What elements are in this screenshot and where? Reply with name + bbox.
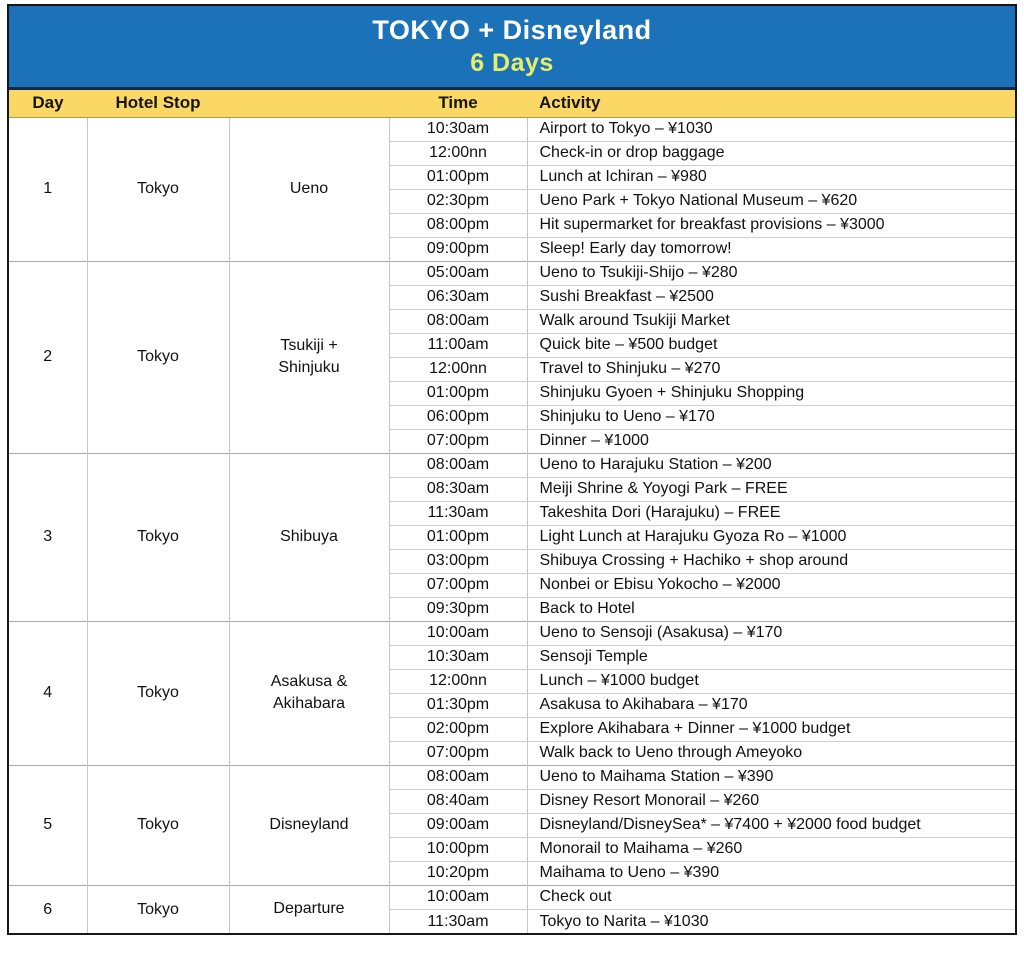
activity-cell: Back to Hotel [527, 597, 1015, 621]
time-cell: 09:00pm [389, 237, 527, 261]
time-cell: 08:00am [389, 309, 527, 333]
time-cell: 02:30pm [389, 189, 527, 213]
time-cell: 10:30am [389, 117, 527, 141]
hotel-stop-cell: Tokyo [87, 261, 229, 453]
activity-cell: Sensoji Temple [527, 645, 1015, 669]
time-cell: 01:00pm [389, 381, 527, 405]
activity-cell: Airport to Tokyo – ¥1030 [527, 117, 1015, 141]
day-cell: 6 [9, 885, 87, 933]
activity-cell: Sleep! Early day tomorrow! [527, 237, 1015, 261]
activity-cell: Meiji Shrine & Yoyogi Park – FREE [527, 477, 1015, 501]
title-banner [9, 6, 1015, 90]
time-cell: 12:00nn [389, 669, 527, 693]
time-cell: 09:00am [389, 813, 527, 837]
time-cell: 08:30am [389, 477, 527, 501]
activity-cell: Shinjuku to Ueno – ¥170 [527, 405, 1015, 429]
activity-cell: Monorail to Maihama – ¥260 [527, 837, 1015, 861]
column-header-day: Day [9, 90, 87, 117]
time-cell: 10:20pm [389, 861, 527, 885]
itinerary-row [9, 885, 1015, 909]
activity-cell: Sushi Breakfast – ¥2500 [527, 285, 1015, 309]
activity-cell: Takeshita Dori (Harajuku) – FREE [527, 501, 1015, 525]
activity-cell: Ueno to Harajuku Station – ¥200 [527, 453, 1015, 477]
time-cell: 10:00am [389, 885, 527, 909]
hotel-stop-cell: Tokyo [87, 117, 229, 261]
time-cell: 08:00am [389, 765, 527, 789]
time-cell: 10:30am [389, 645, 527, 669]
time-cell: 01:00pm [389, 525, 527, 549]
area-cell: Asakusa & Akihabara [229, 621, 389, 765]
activity-cell: Walk back to Ueno through Ameyoko [527, 741, 1015, 765]
activity-cell: Lunch – ¥1000 budget [527, 669, 1015, 693]
time-cell: 08:00pm [389, 213, 527, 237]
time-cell: 10:00am [389, 621, 527, 645]
day-cell: 1 [9, 117, 87, 261]
activity-cell: Explore Akihabara + Dinner – ¥1000 budget [527, 717, 1015, 741]
activity-cell: Maihama to Ueno – ¥390 [527, 861, 1015, 885]
activity-cell: Nonbei or Ebisu Yokocho – ¥2000 [527, 573, 1015, 597]
activity-cell: Ueno to Maihama Station – ¥390 [527, 765, 1015, 789]
time-cell: 06:30am [389, 285, 527, 309]
activity-cell: Light Lunch at Harajuku Gyoza Ro – ¥1000 [527, 525, 1015, 549]
column-header-hotel-stop: Hotel Stop [87, 90, 229, 117]
activity-cell: Quick bite – ¥500 budget [527, 333, 1015, 357]
time-cell: 01:30pm [389, 693, 527, 717]
page-title: TOKYO + Disneyland [372, 15, 652, 45]
time-cell: 11:30am [389, 909, 527, 933]
time-cell: 05:00am [389, 261, 527, 285]
day-cell: 4 [9, 621, 87, 765]
activity-cell: Shibuya Crossing + Hachiko + shop around [527, 549, 1015, 573]
activity-cell: Ueno to Sensoji (Asakusa) – ¥170 [527, 621, 1015, 645]
itinerary-row [9, 621, 1015, 645]
area-cell: Departure [229, 885, 389, 933]
activity-cell: Walk around Tsukiji Market [527, 309, 1015, 333]
itinerary-row [9, 261, 1015, 285]
activity-cell: Ueno to Tsukiji-Shijo – ¥280 [527, 261, 1015, 285]
itinerary-row [9, 117, 1015, 141]
day-cell: 2 [9, 261, 87, 453]
activity-cell: Dinner – ¥1000 [527, 429, 1015, 453]
area-cell: Tsukiji + Shinjuku [229, 261, 389, 453]
activity-cell: Hit supermarket for breakfast provisions – ¥3000 [527, 213, 1015, 237]
time-cell: 03:00pm [389, 549, 527, 573]
area-cell: Shibuya [229, 453, 389, 621]
column-header-activity: Activity [527, 90, 1015, 117]
time-cell: 07:00pm [389, 741, 527, 765]
activity-cell: Check-in or drop baggage [527, 141, 1015, 165]
column-header-area [229, 90, 389, 117]
activity-cell: Asakusa to Akihabara – ¥170 [527, 693, 1015, 717]
activity-cell: Travel to Shinjuku – ¥270 [527, 357, 1015, 381]
time-cell: 12:00nn [389, 357, 527, 381]
time-cell: 07:00pm [389, 573, 527, 597]
itinerary-document [7, 4, 1017, 935]
time-cell: 08:40am [389, 789, 527, 813]
time-cell: 06:00pm [389, 405, 527, 429]
itinerary-row [9, 453, 1015, 477]
time-cell: 10:00pm [389, 837, 527, 861]
activity-cell: Ueno Park + Tokyo National Museum – ¥620 [527, 189, 1015, 213]
time-cell: 11:30am [389, 501, 527, 525]
hotel-stop-cell: Tokyo [87, 453, 229, 621]
activity-cell: Disneyland/DisneySea* – ¥7400 + ¥2000 food budget [527, 813, 1015, 837]
area-cell: Disneyland [229, 765, 389, 885]
time-cell: 11:00am [389, 333, 527, 357]
time-cell: 02:00pm [389, 717, 527, 741]
activity-cell: Shinjuku Gyoen + Shinjuku Shopping [527, 381, 1015, 405]
time-cell: 01:00pm [389, 165, 527, 189]
time-cell: 09:30pm [389, 597, 527, 621]
page-subtitle: 6 Days [470, 49, 554, 77]
area-cell: Ueno [229, 117, 389, 261]
column-header-time: Time [389, 90, 527, 117]
activity-cell: Tokyo to Narita – ¥1030 [527, 909, 1015, 933]
itinerary-body [9, 117, 1015, 933]
hotel-stop-cell: Tokyo [87, 765, 229, 885]
activity-cell: Disney Resort Monorail – ¥260 [527, 789, 1015, 813]
time-cell: 08:00am [389, 453, 527, 477]
day-cell: 5 [9, 765, 87, 885]
table-header-row [9, 90, 1015, 117]
itinerary-row [9, 765, 1015, 789]
hotel-stop-cell: Tokyo [87, 621, 229, 765]
time-cell: 07:00pm [389, 429, 527, 453]
itinerary-table [9, 90, 1015, 933]
day-cell: 3 [9, 453, 87, 621]
activity-cell: Check out [527, 885, 1015, 909]
activity-cell: Lunch at Ichiran – ¥980 [527, 165, 1015, 189]
hotel-stop-cell: Tokyo [87, 885, 229, 933]
time-cell: 12:00nn [389, 141, 527, 165]
